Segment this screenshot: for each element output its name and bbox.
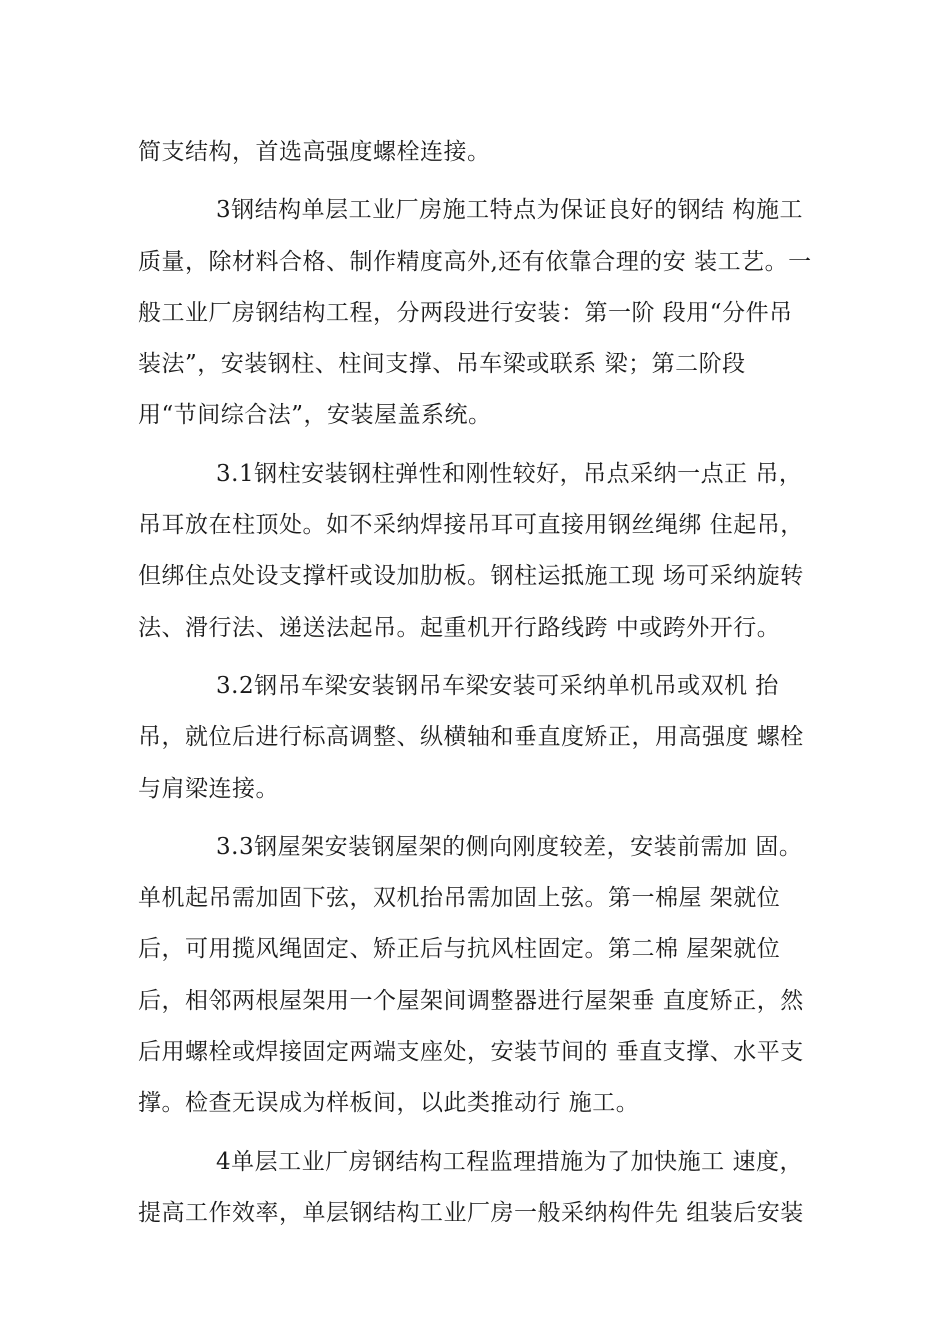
paragraph-gap — [138, 178, 830, 185]
text-line: 用“节间综合法”，安装屋盖系统。 — [138, 402, 492, 429]
text-line: 般工业厂房钢结构工程，分两段进行安装：第一阶 段用“分件吊 — [138, 299, 793, 326]
text-line: 提高工作效率，单层钢结构工业厂房一般采纳构件先 组装后安装 — [138, 1199, 804, 1226]
text-line: 装法”，安装钢柱、柱间支撑、吊车梁或联系 梁；第二阶段 — [138, 351, 746, 378]
text-line: 3.3钢屋架安装钢屋架的侧向刚度较差，安装前需加 固。 — [216, 833, 803, 860]
paragraph-section-3-2 — [138, 661, 830, 815]
text-line: 后，可用揽风绳固定、矫正后与抗风柱固定。第二棉 屋架就位 — [138, 936, 781, 963]
text-line: 与肩梁连接。 — [138, 775, 279, 802]
paragraph-gap — [138, 654, 830, 661]
document-body — [138, 127, 830, 1239]
paragraph-section-3-3 — [138, 822, 830, 1130]
paragraph-section-3-1 — [138, 449, 830, 654]
text-line: 撑。检查无误成为样板间，以此类推动行 施工。 — [138, 1090, 640, 1117]
text-line: 但绑住点处设支撑杆或设加肋板。钢柱运抵施工现 场可采纳旋转 — [138, 563, 804, 590]
text-line: 3钢结构单层工业厂房施工特点为保证良好的钢结 构施工 — [216, 197, 803, 224]
text-line: 单机起吊需加固下弦，双机抬吊需加固上弦。第一棉屋 架就位 — [138, 885, 781, 912]
text-line: 后，相邻两根屋架用一个屋架间调整器进行屋架垂 直度矫正，然 — [138, 987, 804, 1014]
text-line: 吊耳放在柱顶处。如不采纳焊接吊耳可直接用钢丝绳绑 住起吊， — [138, 512, 804, 539]
text-line: 3.1钢柱安装钢柱弹性和刚性较好，吊点采纳一点正 吊， — [216, 460, 803, 487]
text-line: 法、滑行法、递送法起吊。起重机开行路线跨 中或跨外开行。 — [138, 614, 781, 641]
text-line: 4单层工业厂房钢结构工程监理措施为了加快施工 速度， — [216, 1148, 803, 1175]
text-line: 质量，除材料合格、制作精度高外,还有依靠合理的安 装工艺。一 — [138, 248, 812, 275]
paragraph-section-3 — [138, 185, 830, 441]
paragraph-section-4 — [138, 1137, 830, 1240]
text-line: 简支结构，首选高强度螺栓连接。 — [138, 139, 491, 165]
paragraph-gap — [138, 1130, 830, 1137]
text-line: 3.2钢吊车梁安装钢吊车梁安装可采纳单机吊或双机 抬 — [216, 672, 779, 699]
paragraph-gap — [138, 442, 830, 449]
text-line: 后用螺栓或焊接固定两端支座处，安装节间的 垂直支撑、水平支 — [138, 1039, 804, 1066]
text-line: 吊，就位后进行标高调整、纵横轴和垂直度矫正，用高强度 螺栓 — [138, 724, 804, 751]
paragraph-continuation — [138, 127, 830, 178]
paragraph-gap — [138, 815, 830, 822]
